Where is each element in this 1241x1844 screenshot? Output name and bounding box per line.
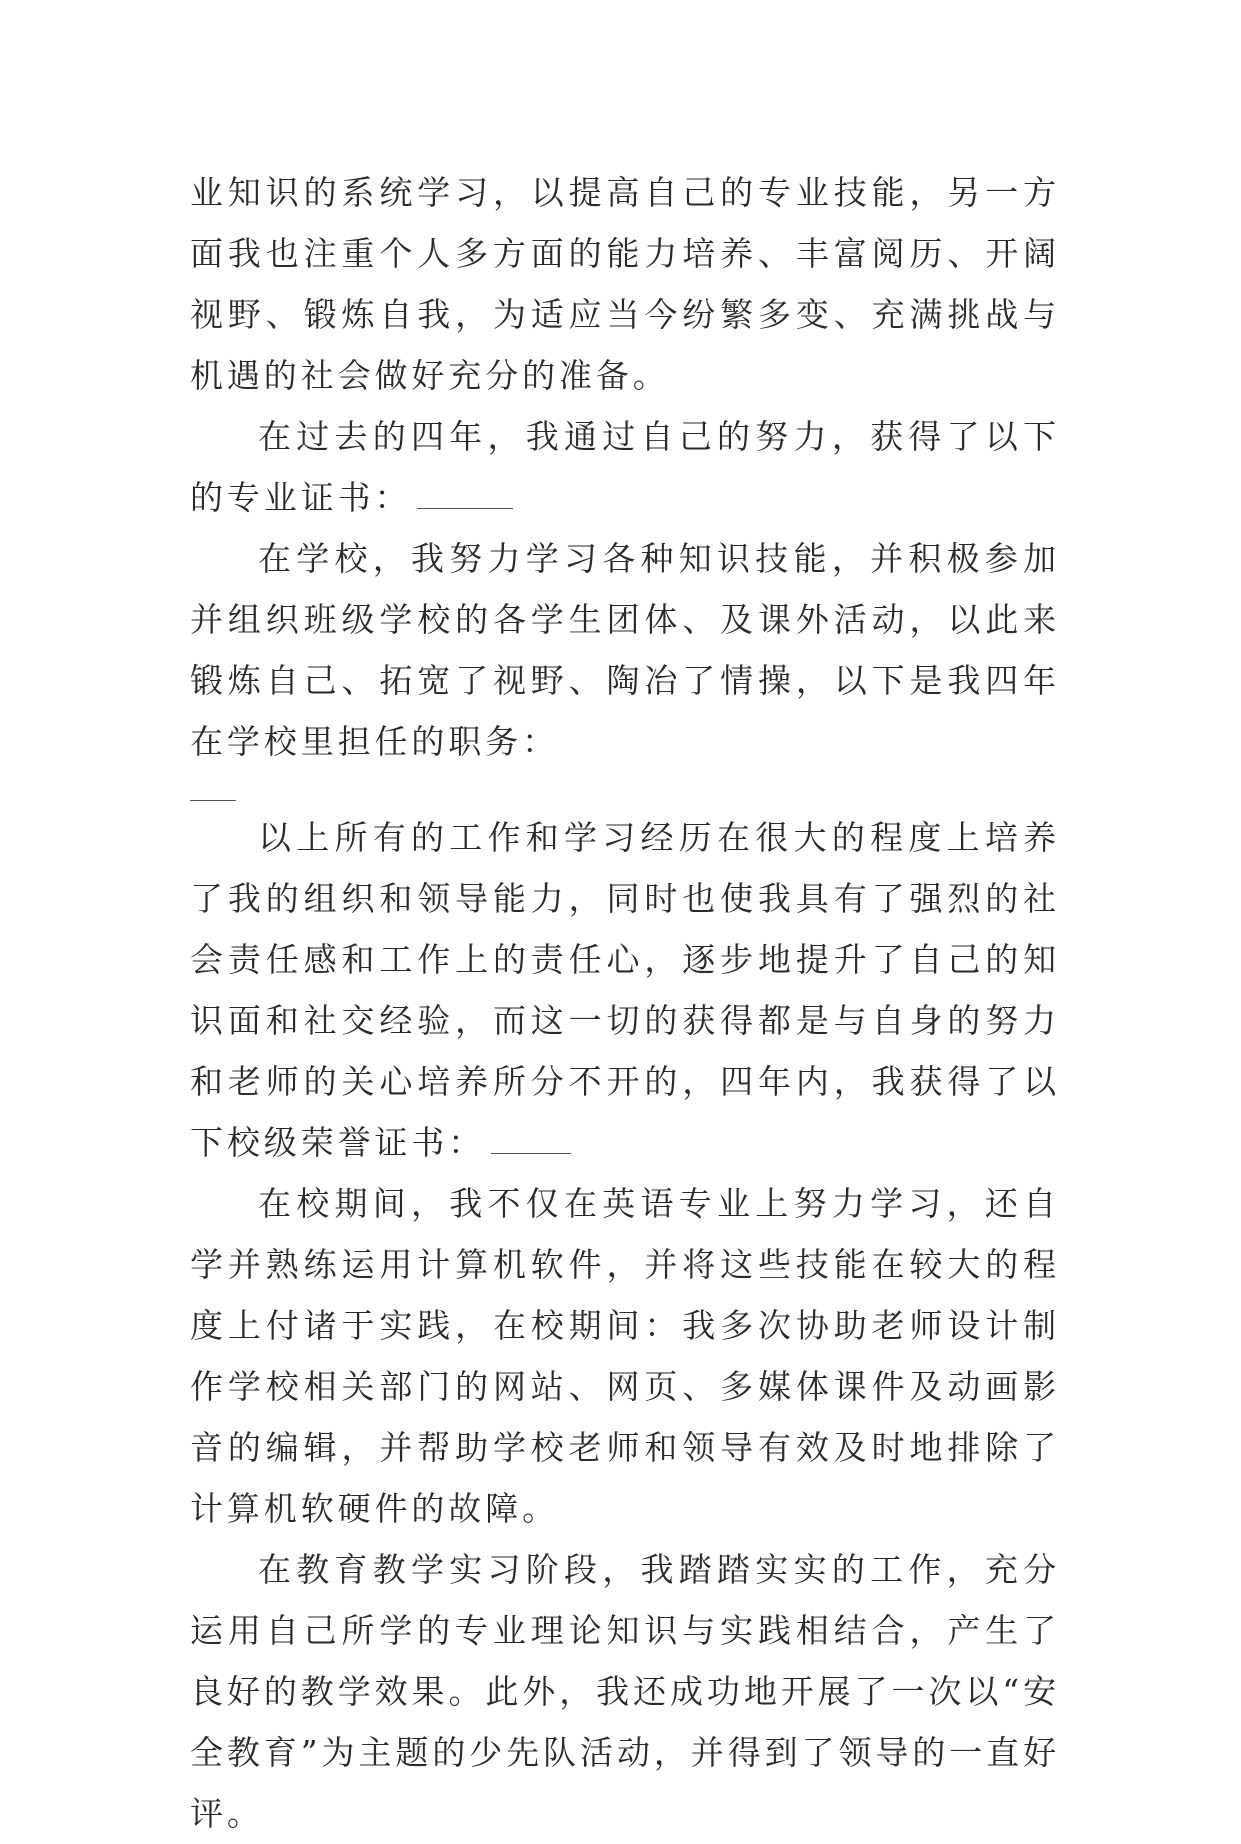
paragraph-teaching-practice <box>190 1539 1060 1844</box>
paragraph-text: 在教育教学实习阶段，我踏踏实实的工作，充分运用自己所学的专业理论知识与实践相结合，产生了良好的教学效果。此外，我还成功地开展了一次以“安全教育”为主题的少先队活动，并得到了领导的一直好评。 <box>190 1550 1060 1833</box>
paragraph-honors <box>190 807 1060 1173</box>
paragraph-text: 在过去的四年，我通过自己的努力，获得了以下的专业证书： <box>190 417 1060 517</box>
paragraph-text: 在校期间，我不仅在英语专业上努力学习，还自学并熟练运用计算机软件，并将这些技能在较大的程度上付诸于实践，在校期间：我多次协助老师设计制作学校相关部门的网站、网页、多媒体课件及动画影音的编辑，并帮助学校老师和领导有效及时地排除了计算机软硬件的故障。 <box>190 1184 1060 1528</box>
paragraph-continuation <box>190 162 1060 406</box>
fill-in-blank <box>491 1135 571 1154</box>
paragraph-certificates <box>190 406 1060 528</box>
paragraph-text: 在学校，我努力学习各种知识技能，并积极参加并组织班级学校的各学生团体、及课外活动，以此来锻炼自己、拓宽了视野、陶冶了情操，以下是我四年在学校里担任的职务： <box>190 539 1060 761</box>
fill-in-blank <box>190 772 236 801</box>
paragraph-computer-skills <box>190 1173 1060 1539</box>
fill-in-blank <box>417 490 513 509</box>
paragraph-text: 以上所有的工作和学习经历在很大的程度上培养了我的组织和领导能力，同时也使我具有了强烈的社会责任感和工作上的责任心，逐步地提升了自己的知识面和社交经验，而这一切的获得都是与自身的努力和老师的关心培养所分不开的，四年内，我获得了以下校级荣誉证书： <box>190 818 1060 1162</box>
document-body <box>190 162 1060 1844</box>
paragraph-text: 业知识的系统学习，以提高自己的专业技能，另一方面我也注重个人多方面的能力培养、丰富阅历、开阔视野、锻炼自我，为适应当今纷繁多变、充满挑战与机遇的社会做好充分的准备。 <box>190 173 1060 395</box>
paragraph-positions <box>190 528 1060 772</box>
